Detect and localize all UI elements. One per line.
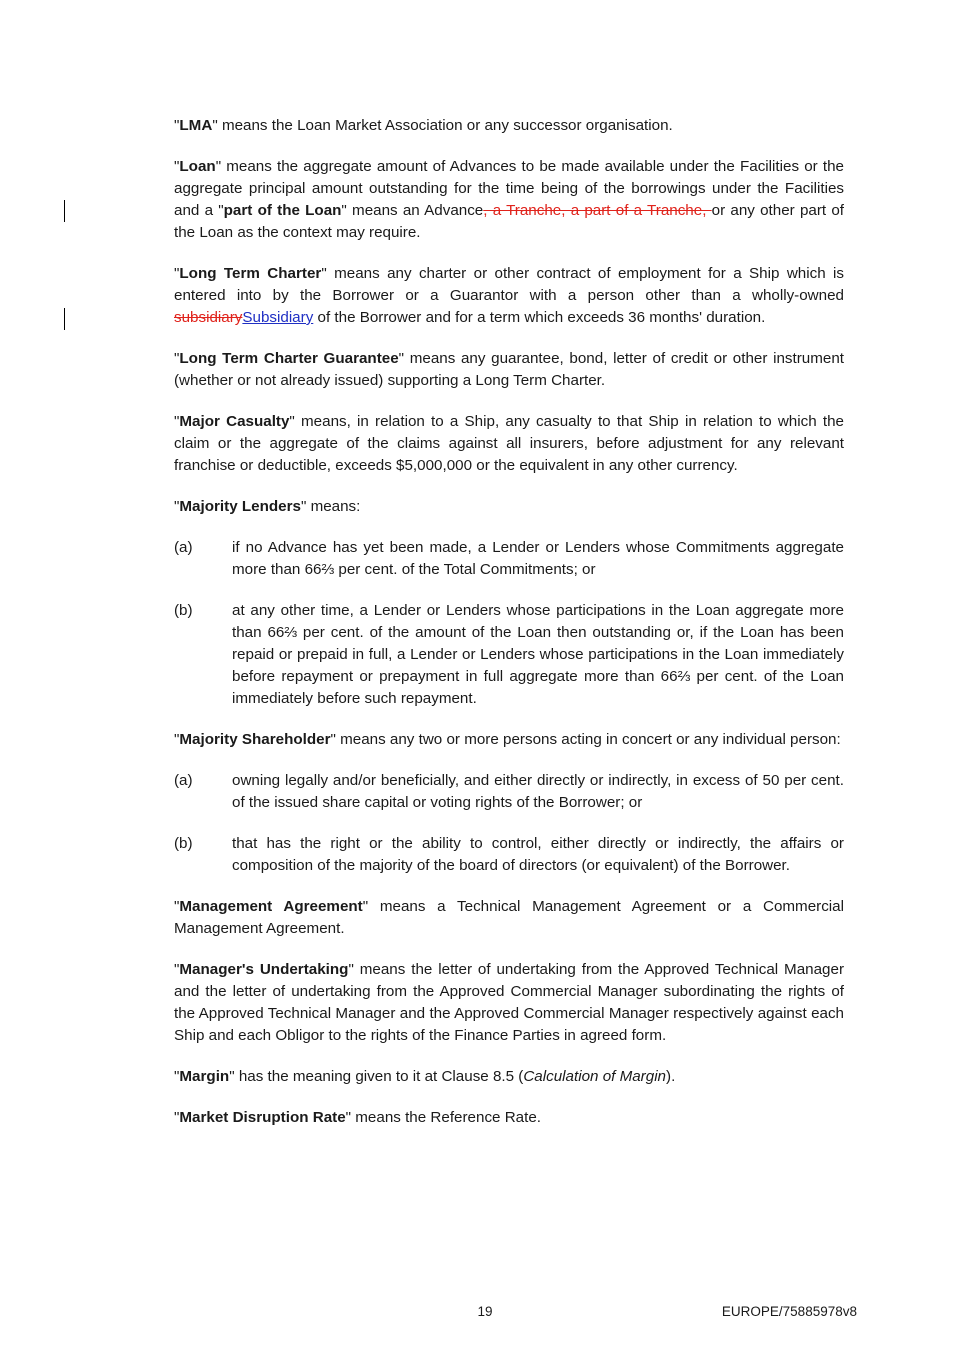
clause-reference: Calculation of Margin [523,1068,667,1085]
list-item-text: at any other time, a Lender or Lenders whose participations in the Loan aggregate more than 66⅔ per cent. of the amount of the Loan then outstanding or, if the Loan has been repaid or prepaid in full, a Lender or Lenders whose participations in the Loan immediately before repayment or prepayment in full aggregate more than 66⅔ per cent. of the Loan immediately before such repayment. [232,602,844,707]
defined-term: Majority Lenders [179,498,301,515]
deleted-text: , a Tranche, a part of a Tranche, [483,202,712,219]
definition-market-disruption-rate: "Market Disruption Rate" means the Reference Rate. [174,1109,542,1126]
definition-margin: "Margin" has the meaning given to it at Clause 8.5 (Calculation of Margin). [174,1068,676,1085]
defined-term: Loan [179,158,216,175]
list-item [174,770,844,814]
list-item-text: that has the right or the ability to control, either directly or indirectly, the affairs or composition of the majority of the board of directors (or equivalent) of the Borrower. [232,835,844,874]
defined-term: LMA [179,117,213,134]
deleted-text: subsidiary [174,309,243,326]
defined-term: Major Casualty [179,413,290,430]
change-bar-loan [64,200,65,222]
list-item-label: (a) [174,772,193,789]
definition-long-term-charter: "Long Term Charter" means any charter or other contract of employment for a Ship which is entered into by the Borrower or a Guarantor with a person other than a wholly-owned subsidiarySubsidiary of the Borrower and for a term which exceeds 36 months' duration. [174,265,845,326]
list-item-label: (b) [174,602,193,619]
definition-major-casualty: "Major Casualty" means, in relation to a Ship, any casualty to that Ship in relation to which the claim or the aggregate of the claims against all insurers, before adjustment for any relevant franchise or deductible, exceeds $5,000,000 or the equivalent in any other currency. [174,413,844,474]
defined-term: Long Term Charter [179,265,322,282]
definition-majority-lenders: "Majority Lenders" means: [174,498,361,515]
definitions-body [174,115,844,1148]
list-item-text: if no Advance has yet been made, a Lender or Lenders whose Commitments aggregate more than 66⅔ per cent. of the Total Commitments; or [232,539,844,578]
defined-term: Market Disruption Rate [179,1109,346,1126]
definition-management-agreement: "Management Agreement" means a Technical Management Agreement or a Commercial Management Agreement. [174,898,845,937]
defined-term: Margin [179,1068,230,1085]
defined-term: Long Term Charter Guarantee [179,350,399,367]
definition-loan: "Loan" means the aggregate amount of Advances to be made available under the Facilities or the aggregate principal amount outstanding for the time being of the borrowings under the Facilities and a "part of the Loan" means an Advance, a Tranche, a part of a Tranche, or any other part of the Loan as the context may require. [174,158,845,241]
list-item [174,833,844,877]
defined-term: part of the Loan [223,202,342,219]
defined-term: Management Agreement [179,898,363,915]
document-reference: EUROPE/75885978v8 [721,1304,857,1319]
list-item-label: (a) [174,539,193,556]
page-number: 19 [477,1304,493,1319]
list-item-label: (b) [174,835,193,852]
change-bar-long-term-charter [64,308,65,330]
inserted-text: Subsidiary [242,309,314,326]
list-item [174,600,844,710]
definition-majority-shareholder: "Majority Shareholder" means any two or more persons acting in concert or any individual person: [174,731,841,748]
definition-lma: "LMA" means the Loan Market Association or any successor organisation. [174,117,673,134]
list-item-text: owning legally and/or beneficially, and either directly or indirectly, in excess of 50 per cent. of the issued share capital or voting rights of the Borrower; or [232,772,844,811]
definition-managers-undertaking: "Manager's Undertaking" means the letter of undertaking from the Approved Technical Manager and the letter of undertaking from the Approved Commercial Manager subordinating the rights of the Approved Technical Manager and the Approved Commercial Manager respectively against each Ship and each Obligor to the rights of the Finance Parties in agreed form. [174,961,845,1044]
defined-term: Manager's Undertaking [179,961,349,978]
defined-term: Majority Shareholder [179,731,331,748]
list-item [174,537,844,581]
definition-long-term-charter-guarantee: "Long Term Charter Guarantee" means any guarantee, bond, letter of credit or other instrument (whether or not already issued) supporting a Long Term Charter. [174,350,844,389]
